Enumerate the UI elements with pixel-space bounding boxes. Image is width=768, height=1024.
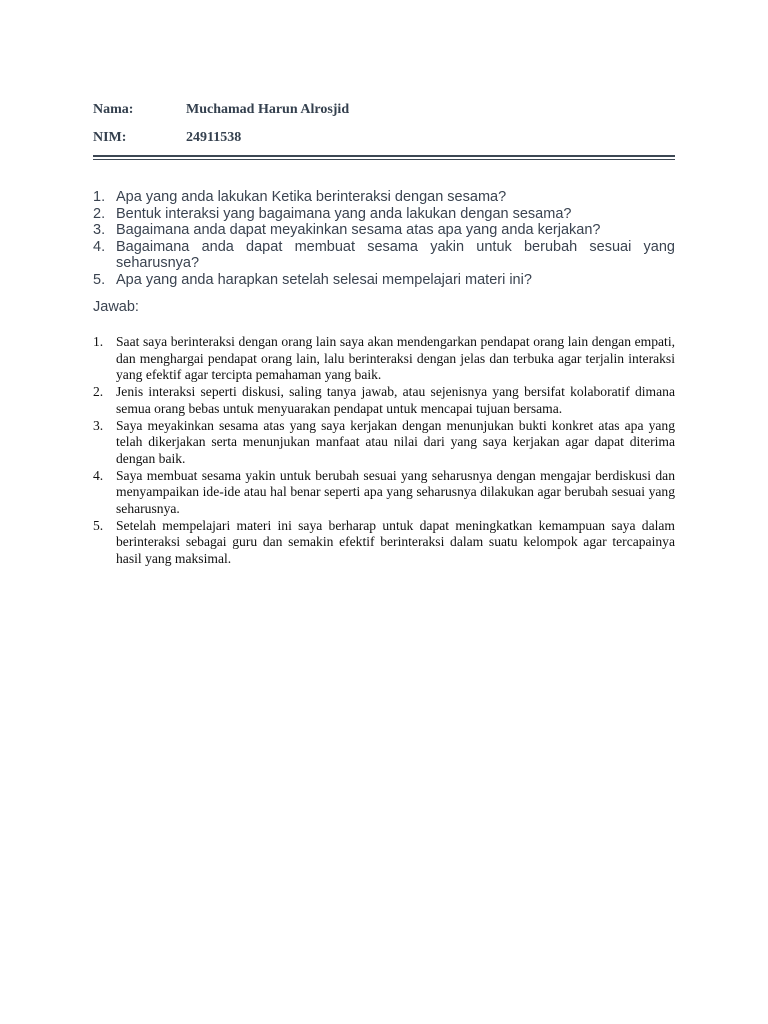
question-number: 1.	[93, 189, 106, 205]
question-item	[93, 206, 675, 223]
question-number: 3.	[93, 222, 106, 238]
answer-item	[93, 468, 675, 518]
answer-item	[93, 418, 675, 468]
question-number: 4.	[93, 238, 106, 255]
nim-value: 24911538	[186, 130, 242, 145]
question-item	[93, 222, 675, 239]
name-value: Muchamad Harun Alrosjid	[186, 102, 350, 117]
header-divider-thin	[93, 159, 675, 160]
answer-number: 5.	[93, 517, 104, 533]
answer-list	[93, 334, 675, 568]
answer-text: Jenis interaksi seperti diskusi, saling tanya jawab, atau sejenisnya yang bersifat kolaboratif dimana semua orang bebas untuk menyuarakan pendapat untuk mencapai tujuan bersama.	[116, 384, 675, 416]
question-item	[93, 239, 675, 272]
question-text: Bentuk interaksi yang bagaimana yang anda lakukan dengan sesama?	[116, 205, 572, 222]
header-divider-thick	[93, 155, 675, 157]
name-label: Nama:	[93, 102, 134, 117]
answer-text: Saya membuat sesama yakin untuk berubah sesuai yang seharusnya dengan mengajar berdiskusi dan menyampaikan ide-ide atau hal benar seperti apa yang seharusnya dilakukan agar berubah sesuai yang seharusnya.	[116, 467, 675, 517]
document-page	[93, 96, 675, 568]
answer-text: Saya meyakinkan sesama atas yang saya kerjakan dengan menunjukan bukti konkret atas apa yang telah dikerjakan serta menunjukan manfaat atau nilai dari yang saya kerjakan agar dapat diterima dengan baik.	[116, 417, 675, 466]
nim-row	[93, 124, 675, 152]
nim-label: NIM:	[93, 130, 127, 145]
answer-number: 4.	[93, 467, 104, 483]
answer-number: 1.	[93, 334, 104, 349]
question-number: 2.	[93, 205, 106, 222]
question-text: Apa yang anda harapkan setelah selesai mempelajari materi ini?	[116, 271, 532, 288]
answer-item	[93, 384, 675, 417]
answer-number: 2.	[93, 384, 104, 400]
answer-item	[93, 518, 675, 568]
name-row	[93, 96, 675, 124]
question-item	[93, 189, 675, 206]
answer-number: 3.	[93, 417, 104, 433]
question-item	[93, 272, 675, 289]
answer-text: Saat saya berinteraksi dengan orang lain saya akan mendengarkan pendapat orang lain dengan empati, dan menghargai pendapat orang lain, lalu berinteraksi dengan jelas dan terbuka agar terjalin interaksi yang efektif agar tercipta pemahaman yang baik.	[116, 334, 675, 383]
question-text: Apa yang anda lakukan Ketika berinteraksi dengan sesama?	[116, 189, 507, 205]
answer-text: Setelah mempelajari materi ini saya berharap untuk dapat meningkatkan kemampuan saya dalam berinteraksi sebagai guru dan semakin efektif berinteraksi dalam suatu kelompok agar tercapainya hasil yang maksimal.	[116, 517, 675, 567]
answer-item	[93, 334, 675, 384]
question-number: 5.	[93, 271, 106, 288]
answer-heading: Jawab:	[93, 299, 139, 315]
question-text: Bagaimana anda dapat membuat sesama yakin untuk berubah sesuai yang seharusnya?	[116, 238, 675, 271]
question-text: Bagaimana anda dapat meyakinkan sesama atas apa yang anda kerjakan?	[116, 222, 601, 238]
question-list	[93, 189, 675, 288]
